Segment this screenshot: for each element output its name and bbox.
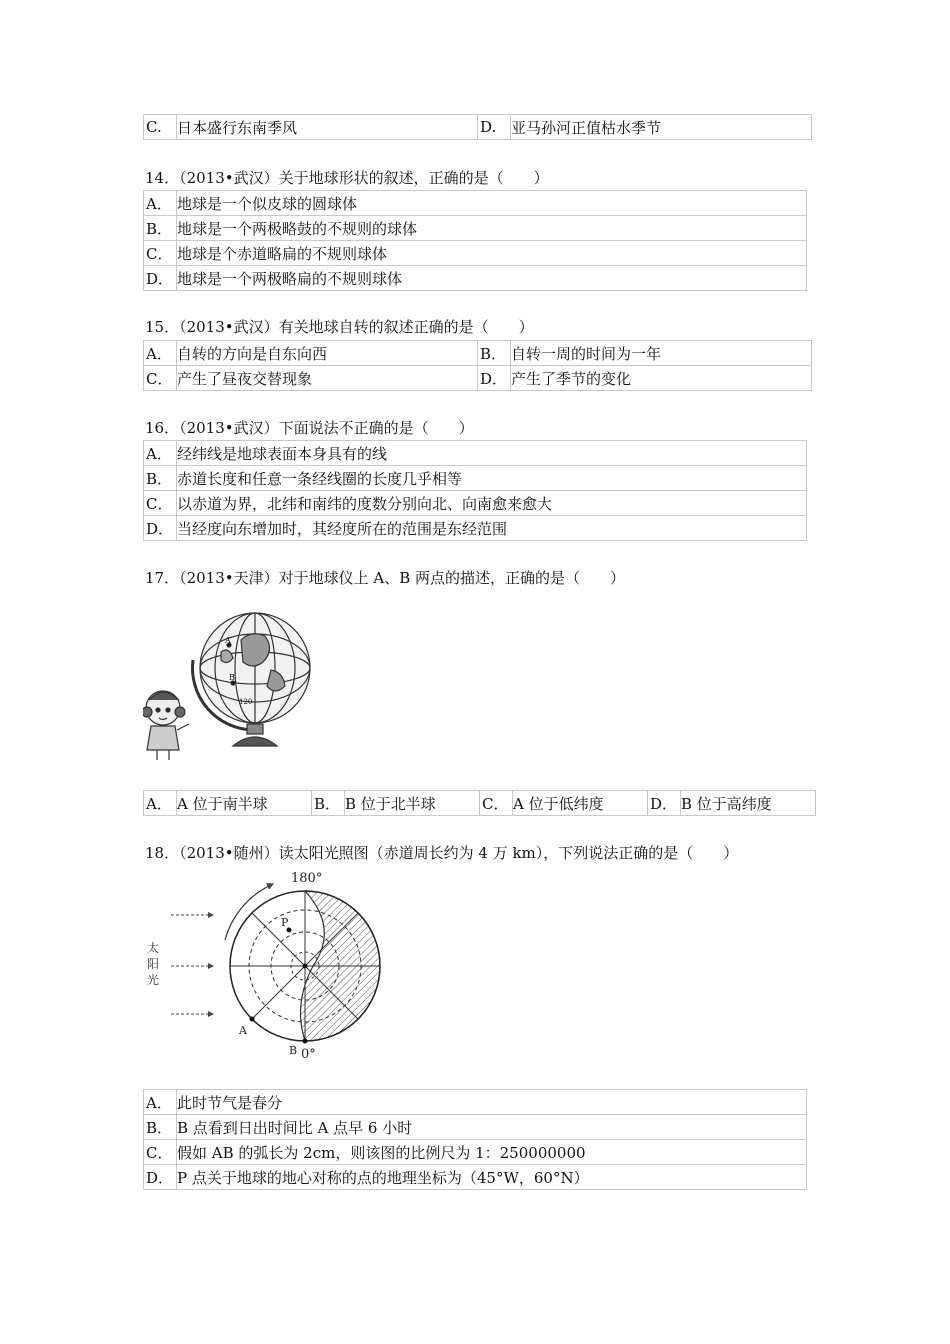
girl-illustration (143, 691, 189, 760)
point-a-label: A (225, 636, 231, 645)
point-b (303, 1039, 308, 1044)
option-row (144, 191, 807, 216)
option-d-text: 当经度向东增加时，其经度所在的范围是东经范围 (177, 516, 807, 541)
option-c-label: C． (144, 366, 177, 391)
option-b-text: B 点看到日出时间比 A 点早 6 小时 (177, 1115, 807, 1140)
option-c-label: C． (480, 791, 513, 816)
q18-options (143, 1089, 807, 1190)
option-b-text: 地球是一个两极略鼓的不规则的球体 (177, 216, 807, 241)
option-a-text: 自转的方向是自东向西 (177, 341, 478, 366)
option-row (144, 516, 807, 541)
option-c-text: 日本盛行东南季风 (177, 115, 478, 140)
globe-icon (192, 613, 310, 746)
option-d-label: D． (144, 1165, 177, 1190)
q16-options (143, 440, 807, 541)
sunlight-label: 太 阳 光 (147, 941, 160, 987)
option-row (144, 241, 807, 266)
option-row (144, 791, 816, 816)
q17-options (143, 790, 816, 816)
option-a-text: A 位于南半球 (177, 791, 312, 816)
meridian-120-label: 120 (239, 698, 253, 706)
option-b-label: B． (144, 1115, 177, 1140)
option-row (144, 341, 812, 366)
option-row (144, 266, 807, 291)
option-c-label: C． (144, 1140, 177, 1165)
globe-figure (143, 600, 333, 770)
option-a-label: A． (144, 1090, 177, 1115)
q14-title: 14．（2013•武汉）关于地球形状的叙述，正确的是（ ） (145, 169, 549, 187)
option-row (144, 466, 807, 491)
option-a-label: A． (144, 191, 177, 216)
option-a-text: 经纬线是地球表面本身具有的线 (177, 441, 807, 466)
label-0: 0° (301, 1047, 316, 1062)
option-row (144, 441, 807, 466)
option-b-text: 赤道长度和任意一条经线圈的长度几乎相等 (177, 466, 807, 491)
point-a (250, 1017, 255, 1022)
option-b-label: B． (144, 216, 177, 241)
option-a-label: A． (144, 341, 177, 366)
rotation-arrow (225, 884, 273, 940)
option-d-text: 产生了季节的变化 (511, 366, 812, 391)
option-d-label: D． (648, 791, 681, 816)
label-b: B (289, 1044, 298, 1057)
north-pole-point (303, 964, 308, 969)
option-b-label: B． (312, 791, 345, 816)
option-d-text: B 位于高纬度 (681, 791, 816, 816)
option-d-text: P 点关于地球的地心对称的点的地理坐标为（45°W，60°N） (177, 1165, 807, 1190)
option-b-label: B． (144, 466, 177, 491)
q18-title: 18．（2013•随州）读太阳光照图（赤道周长约为 4 万 km），下列说法正确的是（ ） (145, 844, 739, 862)
q14-options (143, 190, 807, 291)
q16-title: 16．（2013•武汉）下面说法不正确的是（ ） (145, 419, 474, 437)
option-row (144, 1090, 807, 1115)
option-a-label: A． (144, 791, 177, 816)
option-c-label: C． (144, 241, 177, 266)
option-row (144, 1115, 807, 1140)
option-c-text: 产生了昼夜交替现象 (177, 366, 478, 391)
option-a-text: 此时节气是春分 (177, 1090, 807, 1115)
option-c-text: 地球是个赤道略扁的不规则球体 (177, 241, 807, 266)
option-c-text: A 位于低纬度 (513, 791, 648, 816)
option-d-label: D. (478, 115, 511, 140)
label-p: P (281, 916, 289, 929)
option-d-text: 亚马孙河正值枯水季节 (511, 115, 812, 140)
option-b-text: B 位于北半球 (345, 791, 480, 816)
point-b-label: B (229, 673, 235, 682)
option-row (144, 1165, 807, 1190)
option-c-text: 假如 AB 的弧长为 2cm，则该图的比例尺为 1：250000000 (177, 1140, 807, 1165)
q17-title: 17．（2013•天津）对于地球仪上 A、B 两点的描述，正确的是（ ） (145, 569, 626, 587)
q13-options (143, 114, 812, 140)
option-c-label: C． (144, 491, 177, 516)
option-row (144, 491, 807, 516)
q15-title: 15．（2013•武汉）有关地球自转的叙述正确的是（ ） (145, 318, 534, 336)
option-a-text: 地球是一个似皮球的圆球体 (177, 191, 807, 216)
option-a-label: A． (144, 441, 177, 466)
option-row (144, 366, 812, 391)
label-180: 180° (291, 871, 323, 886)
option-c-label: C. (144, 115, 177, 140)
option-b-text: 自转一周的时间为一年 (511, 341, 812, 366)
q15-options (143, 340, 812, 391)
option-d-label: D． (144, 266, 177, 291)
sunlight-diagram (143, 868, 393, 1068)
option-row (144, 216, 807, 241)
option-d-label: D． (478, 366, 511, 391)
label-a: A (239, 1024, 247, 1037)
option-d-text: 地球是一个两极略扁的不规则球体 (177, 266, 807, 291)
option-row (144, 115, 812, 140)
option-c-text: 以赤道为界，北纬和南纬的度数分别向北、向南愈来愈大 (177, 491, 807, 516)
option-row (144, 1140, 807, 1165)
option-b-label: B． (478, 341, 511, 366)
option-d-label: D． (144, 516, 177, 541)
